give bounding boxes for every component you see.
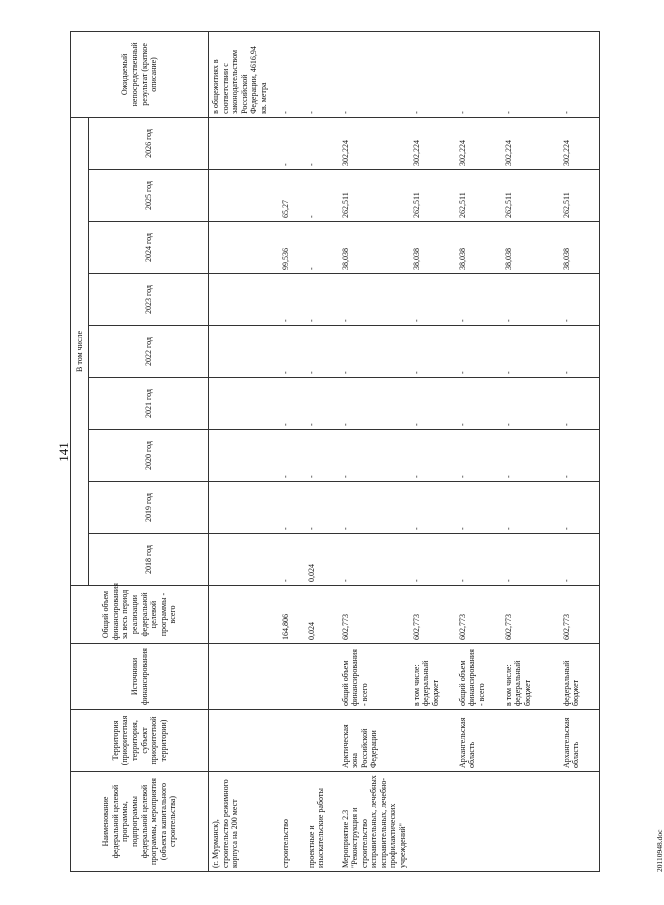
cell-total: 602,773 — [410, 586, 456, 644]
table-row — [209, 31, 279, 871]
cell-year-value: 262,511 — [502, 170, 560, 222]
document-id: 20110948.doc — [655, 829, 664, 872]
cell-year-value: - — [339, 482, 410, 534]
cell-year-value: - — [560, 326, 600, 378]
header-year: 2024 год — [89, 222, 209, 274]
page-number: 141 — [56, 442, 71, 462]
table-row — [410, 31, 456, 871]
cell-result: - — [502, 31, 560, 117]
cell-year-value: - — [279, 482, 305, 534]
cell-year-value: - — [279, 378, 305, 430]
cell-result: в общежитиях в соответствии с законодательством Российской Федерации, 4616,94 кв. метра — [209, 31, 279, 117]
cell-year-value: - — [456, 378, 502, 430]
cell-total: 602,773 — [339, 586, 410, 644]
cell-territory — [410, 710, 456, 772]
financing-table — [70, 31, 600, 872]
header-year: 2020 год — [89, 430, 209, 482]
cell-result: - — [456, 31, 502, 117]
header-total: Общий объем финансирования за весь период реализации федеральной целевой программы - всего — [71, 586, 209, 644]
header-year: 2021 год — [89, 378, 209, 430]
cell-source: в том числе: федеральный бюджет — [502, 644, 560, 710]
cell-year-value — [209, 482, 279, 534]
cell-source — [209, 644, 279, 710]
cell-source — [305, 644, 339, 710]
cell-year-value: - — [560, 482, 600, 534]
cell-year-value: - — [279, 326, 305, 378]
cell-year-value — [209, 117, 279, 169]
cell-year-value: 262,511 — [456, 170, 502, 222]
cell-year-value: - — [305, 482, 339, 534]
cell-year-value: - — [305, 274, 339, 326]
cell-source: общий объем финансирования - всего — [456, 644, 502, 710]
cell-year-value: - — [410, 482, 456, 534]
cell-year-value: - — [410, 378, 456, 430]
cell-year-value: - — [279, 117, 305, 169]
cell-year-value: 302,224 — [339, 117, 410, 169]
cell-year-value: 38,038 — [339, 222, 410, 274]
rotated-content — [56, 32, 664, 872]
cell-total — [209, 586, 279, 644]
cell-result: - — [305, 31, 339, 117]
cell-year-value: 302,224 — [410, 117, 456, 169]
cell-year-value: - — [560, 274, 600, 326]
cell-year-value — [209, 274, 279, 326]
header-result: Ожидаемый непосредственный результат (краткое описание) — [71, 31, 209, 117]
cell-year-value: 0,024 — [305, 534, 339, 586]
cell-year-value: - — [502, 430, 560, 482]
cell-year-value — [209, 170, 279, 222]
cell-year-value: 38,038 — [456, 222, 502, 274]
cell-territory — [279, 710, 305, 772]
table-row — [560, 31, 600, 871]
cell-year-value: 65,27 — [279, 170, 305, 222]
cell-year-value — [209, 534, 279, 586]
header-year: 2026 год — [89, 117, 209, 169]
header-including: В том числе — [71, 117, 89, 585]
cell-year-value: - — [339, 378, 410, 430]
cell-result: - — [410, 31, 456, 117]
cell-year-value: - — [339, 326, 410, 378]
cell-year-value: 99,536 — [279, 222, 305, 274]
cell-year-value: - — [502, 482, 560, 534]
cell-territory — [305, 710, 339, 772]
cell-year-value: 302,224 — [502, 117, 560, 169]
cell-total: 0,024 — [305, 586, 339, 644]
cell-year-value: - — [502, 274, 560, 326]
table-row — [502, 31, 560, 871]
cell-territory: Архангельская область — [560, 710, 600, 772]
cell-year-value: - — [305, 170, 339, 222]
cell-year-value: 302,224 — [560, 117, 600, 169]
header-sources: Источники финансирования — [71, 644, 209, 710]
cell-name: проектные и изыскательские работы — [305, 772, 339, 872]
cell-total: 602,773 — [502, 586, 560, 644]
cell-source: в том числе: федеральный бюджет — [410, 644, 456, 710]
cell-year-value: 38,038 — [410, 222, 456, 274]
cell-year-value: - — [456, 534, 502, 586]
cell-source: общий объем финансирования - всего — [339, 644, 410, 710]
cell-year-value: 262,511 — [560, 170, 600, 222]
cell-name: (г. Мурманск), строительство режимного корпуса на 200 мест — [209, 772, 279, 872]
header-year: 2022 год — [89, 326, 209, 378]
cell-year-value: - — [339, 430, 410, 482]
cell-name — [502, 772, 560, 872]
cell-year-value: - — [279, 430, 305, 482]
cell-year-value: - — [339, 534, 410, 586]
table-row — [305, 31, 339, 871]
cell-year-value: - — [560, 430, 600, 482]
header-year: 2019 год — [89, 482, 209, 534]
cell-territory: Арктическая зона Российской Федерации — [339, 710, 410, 772]
cell-year-value: - — [456, 274, 502, 326]
cell-territory — [502, 710, 560, 772]
cell-year-value: - — [305, 378, 339, 430]
cell-year-value: - — [305, 326, 339, 378]
cell-year-value: 262,511 — [410, 170, 456, 222]
header-year: 2018 год — [89, 534, 209, 586]
cell-year-value: - — [456, 482, 502, 534]
cell-year-value: - — [339, 274, 410, 326]
cell-year-value: - — [279, 534, 305, 586]
cell-name — [456, 772, 502, 872]
cell-year-value — [209, 378, 279, 430]
cell-year-value: - — [410, 274, 456, 326]
cell-territory: Архангельская область — [456, 710, 502, 772]
cell-year-value: - — [305, 222, 339, 274]
header-year: 2025 год — [89, 170, 209, 222]
header-year: 2023 год — [89, 274, 209, 326]
cell-year-value: - — [410, 326, 456, 378]
table-row — [456, 31, 502, 871]
cell-result: - — [279, 31, 305, 117]
cell-year-value: - — [279, 274, 305, 326]
cell-year-value: 302,224 — [456, 117, 502, 169]
cell-year-value: - — [502, 534, 560, 586]
cell-year-value: - — [560, 534, 600, 586]
header-territory: Территория (приоритетная территория, субъект приоритетной территории) — [71, 710, 209, 772]
cell-year-value — [209, 222, 279, 274]
cell-result: - — [560, 31, 600, 117]
cell-year-value: - — [502, 326, 560, 378]
cell-year-value — [209, 430, 279, 482]
cell-year-value: - — [456, 326, 502, 378]
cell-name — [560, 772, 600, 872]
cell-territory — [209, 710, 279, 772]
cell-year-value: - — [305, 117, 339, 169]
cell-total: 602,773 — [560, 586, 600, 644]
cell-year-value: - — [456, 430, 502, 482]
cell-total: 602,773 — [456, 586, 502, 644]
cell-year-value: 38,038 — [502, 222, 560, 274]
cell-source: федеральный бюджет — [560, 644, 600, 710]
cell-year-value: - — [410, 430, 456, 482]
cell-year-value: 38,038 — [560, 222, 600, 274]
cell-year-value: - — [410, 534, 456, 586]
table-row — [339, 31, 410, 871]
table-body — [209, 31, 600, 871]
cell-year-value: 262,511 — [339, 170, 410, 222]
cell-total: 164,806 — [279, 586, 305, 644]
cell-year-value — [209, 326, 279, 378]
cell-source — [279, 644, 305, 710]
cell-year-value: - — [502, 378, 560, 430]
cell-result: - — [339, 31, 410, 117]
cell-year-value: - — [305, 430, 339, 482]
cell-name — [410, 772, 456, 872]
table-row — [279, 31, 305, 871]
cell-name: строительство — [279, 772, 305, 872]
cell-year-value: - — [560, 378, 600, 430]
cell-name: Мероприятие 2.3 "Реконструкция и строительство исправительных, лечебных исправительных, лечебно-профилактических учреждений" — [339, 772, 410, 872]
header-name: Наименование федеральной целевой программы, подпрограммы федеральной целевой программы, мероприятия (объекта капитального строительства) — [71, 772, 209, 872]
